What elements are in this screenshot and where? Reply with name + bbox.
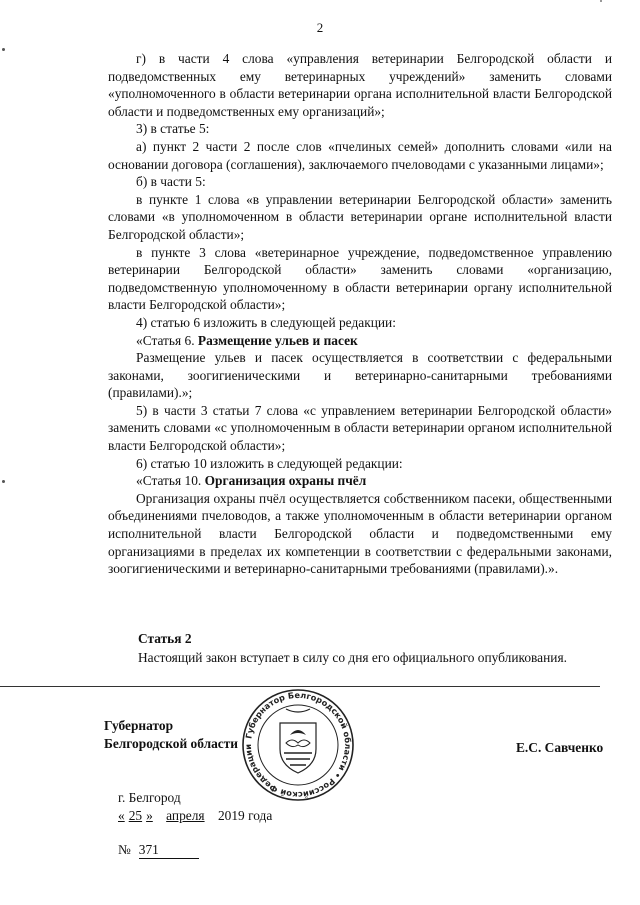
- signatory-name: Е.С. Савченко: [516, 740, 604, 755]
- scan-speck: [600, 0, 602, 2]
- paragraph: 3) в статье 5:: [136, 121, 210, 137]
- number-value: 371: [139, 842, 199, 859]
- document-body: [108, 50, 612, 578]
- paragraph: в пункте 1 слова «в управлении ветеринарии Белгородской области» заменить словами «в уполномоченном в области ветеринарии органе исполнительной власти Белгородской области»;: [108, 191, 612, 242]
- article6-text: Размещение ульев и пасек осуществляется в соответствии с федеральными законами, зоогигиеническими и ветеринарно-санитарными требованиями (правилами).»;: [108, 350, 612, 401]
- paragraph: 6) статью 10 изложить в следующей редакции:: [136, 455, 403, 471]
- signatory-region: Белгородской области: [104, 736, 239, 751]
- page-number: 2: [316, 20, 324, 35]
- scan-speck: [2, 480, 5, 483]
- paragraph: 4) статью 6 изложить в следующей редакции:: [136, 314, 396, 330]
- place: г. Белгород: [118, 790, 181, 805]
- article2-text: Настоящий закон вступает в силу со дня его официального опубликования.: [138, 650, 567, 665]
- article6-heading: [108, 332, 612, 350]
- article10-text: Организация охраны пчёл осуществляется собственником пасеки, общественными объединениями пчеловодов, а также уполномоченным в области ветеринарии органом исполнительной власти Белгородской области и подведомственными ему организациями в пределах их компетенции в соответствии с федеральными законами, зоогигиеническими и ветеринарно-санитарными требованиями (правилами).».: [108, 490, 612, 577]
- article6-title: Размещение ульев и пасек: [197, 332, 358, 348]
- paragraph: а) пункт 2 части 2 после слов «пчелиных семей» дополнить словами «или на основании договора (соглашения), заключаемого пчеловодами с указанными лицами»;: [108, 138, 612, 172]
- paragraph: в пункте 3 слова «ветеринарное учреждение, подведомственное управлению ветеринарии Белгородской области» заменить словами «организацию, подведомственную уполномоченному в области ветеринарии органу исполнительной власти Белгородской области»;: [108, 244, 612, 313]
- date-day: 25: [128, 808, 143, 823]
- paragraph: б) в части 5:: [136, 174, 206, 190]
- date-year: 2019 года: [217, 808, 273, 823]
- signing-date: [118, 808, 272, 824]
- law-number: [118, 842, 199, 859]
- paragraph: 5) в части 3 статьи 7 слова «с управлением ветеринарии Белгородской области» заменить словами «с уполномоченным в области ветеринарии органом исполнительной власти Белгородской области»;: [108, 402, 612, 454]
- signatory-title: Губернатор: [104, 718, 174, 733]
- article2-heading: Статья 2: [138, 631, 192, 646]
- number-label: №: [118, 842, 131, 857]
- date-month: апреля: [166, 808, 205, 823]
- article6-prefix: «Статья 6.: [136, 332, 198, 348]
- article10-title: Организация охраны пчёл: [204, 473, 367, 489]
- date-open-quote: «: [118, 808, 125, 823]
- official-seal-icon: [240, 687, 356, 803]
- article10-heading: [108, 472, 612, 490]
- article10-prefix: «Статья 10.: [136, 473, 205, 489]
- date-close-quote: »: [146, 808, 153, 823]
- scan-speck: [2, 48, 5, 51]
- seal-ring-text: Губернатор Белгородской области • Российской Федерации: [242, 689, 354, 801]
- paragraph: г) в части 4 слова «управления ветеринарии Белгородской области и подведомственных ему ветеринарных учреждений» заменить словами «уполномоченного в области ветеринарии органа исполнительной власти Белгородской области и подведомственных ему организаций»;: [108, 51, 612, 119]
